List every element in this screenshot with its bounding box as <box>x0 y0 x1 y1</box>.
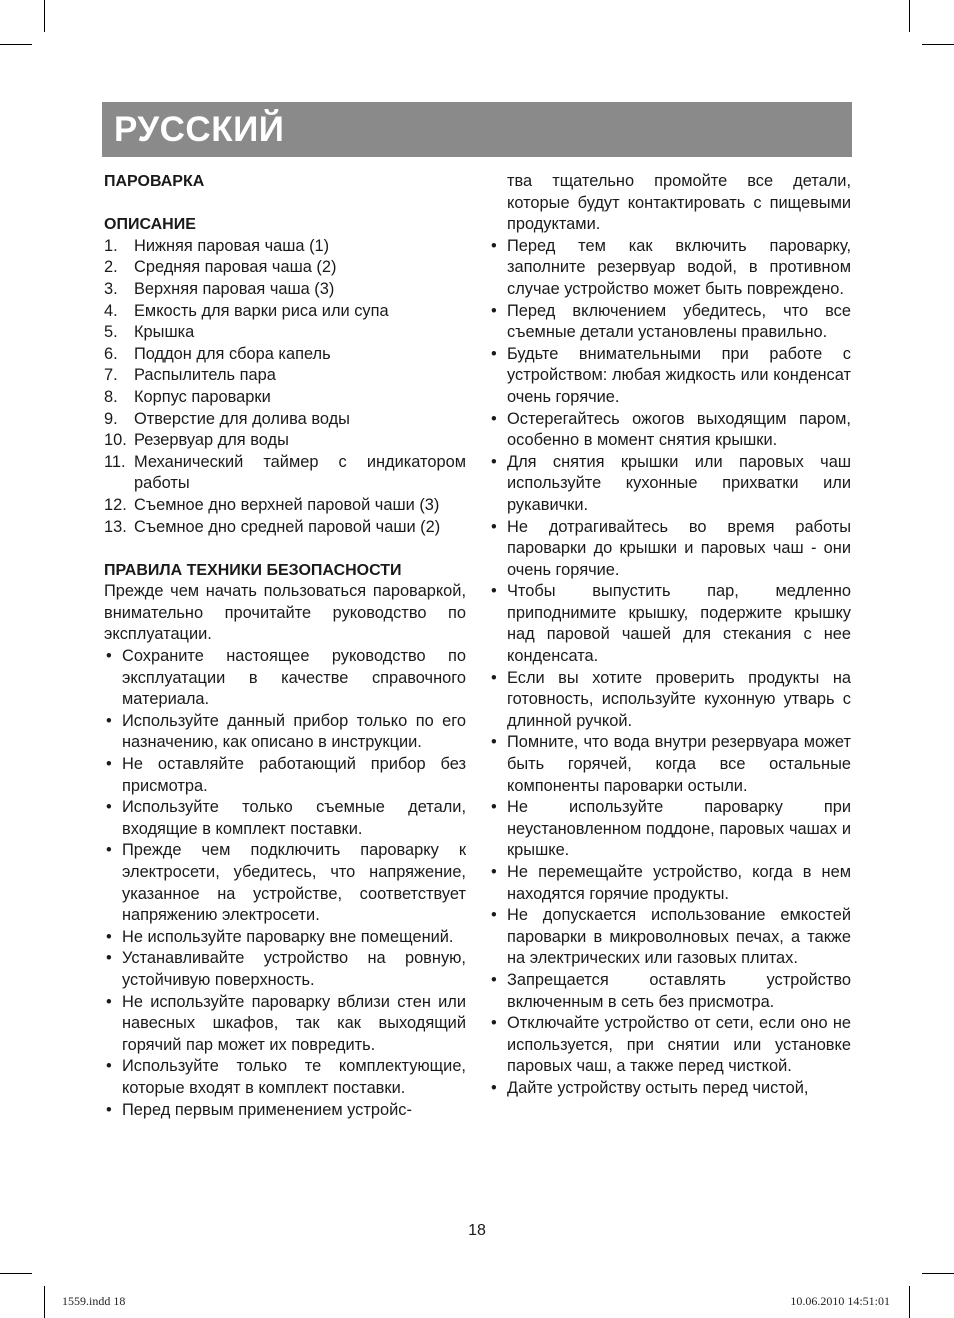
bullet-item <box>104 711 466 754</box>
bullet-text: Для снятия крышки или паровых чаш используйте кухонные прихватки или рукавички. <box>507 452 851 514</box>
crop-mark <box>909 1286 910 1318</box>
list-item <box>104 344 466 366</box>
bullet-item <box>489 862 851 905</box>
bullet-icon: • <box>491 733 497 752</box>
bullet-item <box>489 732 851 797</box>
bullet-text: Запрещается оставлять устройство включенным в сеть без присмотра. <box>507 970 851 1011</box>
bullet-item <box>104 840 466 926</box>
bullet-item <box>104 948 466 991</box>
crop-mark <box>909 0 910 32</box>
product-title: ПАРОВАРКА <box>104 173 205 190</box>
bullet-icon: • <box>106 755 112 774</box>
bullet-item <box>489 905 851 970</box>
bullet-text: Не перемещайте устройство, когда в нем находятся горячие продукты. <box>507 863 851 903</box>
bullet-item <box>489 1013 851 1078</box>
date-slug: 10.06.2010 14:51:01 <box>790 1294 890 1308</box>
list-item-number: 7. <box>104 366 118 385</box>
list-item <box>104 517 466 539</box>
list-item-number: 5. <box>104 323 118 342</box>
bullet-text: Будьте внимательными при работе с устройством: любая жидкость или конденсат очень горячие. <box>507 344 851 406</box>
bullet-text: Не допускается использование емкостей пароварки в микроволновых печах, а также на электрических или газовых плитах. <box>507 906 851 968</box>
bullet-item <box>489 344 851 409</box>
list-item <box>104 495 466 517</box>
list-item-text: Съемное дно верхней паровой чаши (3) <box>134 495 440 514</box>
bullet-icon: • <box>106 798 112 817</box>
bullet-text: Перед первым применением устройс- <box>122 1100 412 1119</box>
bullet-item <box>489 517 851 582</box>
bullet-item <box>104 992 466 1057</box>
bullet-text: Перед тем как включить пароварку, заполните резервуар водой, в противном случае устройство может быть повреждено. <box>507 236 851 298</box>
list-item-text: Механический таймер с индикатором работы <box>134 452 466 493</box>
bullet-text: Дайте устройству остыть перед чистой, <box>507 1078 809 1097</box>
bullet-icon: • <box>491 582 497 601</box>
list-item-text: Средняя паровая чаша (2) <box>134 258 337 277</box>
bullet-icon: • <box>491 452 497 471</box>
bullet-item <box>489 581 851 667</box>
list-item-text: Крышка <box>134 323 195 342</box>
bullet-item <box>104 646 466 711</box>
bullet-item <box>104 927 466 949</box>
list-item-number: 13. <box>104 517 127 536</box>
bullet-text: Не дотрагивайтесь во время работы пароварки до крышки и паровых чаш - они очень горячие. <box>507 517 851 579</box>
bullet-text: Используйте только те комплектующие, которые входят в комплект поставки. <box>122 1057 466 1097</box>
list-item-text: Распылитель пара <box>134 366 276 385</box>
bullet-icon: • <box>491 1078 497 1097</box>
description-heading: ОПИСАНИЕ <box>104 216 196 234</box>
bullet-text: Чтобы выпустить пар, медленно приподнимите крышку, подержите крышку над паровой чашей для стекания с нее конденсата. <box>507 582 851 666</box>
bullet-text: Не используйте пароварку при неустановленном поддоне, паровых чашах и крышке. <box>507 798 851 860</box>
banner-title: РУССКИЙ <box>114 110 285 149</box>
bullet-item <box>489 1078 851 1100</box>
left-column <box>104 171 466 1121</box>
list-item <box>104 322 466 344</box>
bullet-text: Используйте данный прибор только по его назначению, как описано в инструкции. <box>122 711 466 752</box>
list-item-number: 10. <box>104 431 127 450</box>
crop-mark <box>0 44 32 45</box>
bullet-icon: • <box>491 301 497 320</box>
bullet-item <box>104 1056 466 1099</box>
bullet-text: Используйте только съемные детали, входящие в комплект поставки. <box>122 798 466 838</box>
continued-text: тва тщательно промойте все детали, которые будут контактировать с пищевыми продуктами. <box>507 172 851 234</box>
list-item-number: 8. <box>104 387 118 406</box>
bullet-icon: • <box>491 236 497 255</box>
bullet-item <box>104 797 466 840</box>
bullet-text: Если вы хотите проверить продукты на готовность, используйте кухонную утварь с длинной ручкой. <box>507 668 851 730</box>
bullet-text: Не используйте пароварку вне помещений. <box>122 927 454 946</box>
list-item-number: 1. <box>104 236 118 255</box>
list-item-text: Поддон для сбора капель <box>134 344 331 363</box>
bullet-icon: • <box>491 1014 497 1033</box>
crop-mark <box>44 1286 45 1318</box>
bullet-icon: • <box>106 1100 112 1119</box>
bullet-icon: • <box>106 1057 112 1076</box>
bullet-icon: • <box>491 517 497 536</box>
list-item <box>104 409 466 431</box>
bullet-item <box>489 970 851 1013</box>
safety-list-continued <box>489 236 851 1100</box>
list-item-number: 12. <box>104 495 127 514</box>
bullet-text: Устанавливайте устройство на ровную, устойчивую поверхность. <box>122 949 466 989</box>
list-item-text: Верхняя паровая чаша (3) <box>134 279 335 298</box>
bullet-item <box>489 668 851 733</box>
bullet-icon: • <box>491 970 497 989</box>
page-number: 18 <box>468 1222 486 1239</box>
bullet-text: Не оставляйте работающий прибор без присмотра. <box>122 755 466 795</box>
language-banner <box>102 102 852 157</box>
crop-mark <box>922 1273 954 1274</box>
bullet-item <box>104 1100 466 1122</box>
bullet-text: Сохраните настоящее руководство по эксплуатации в качестве справочного материала. <box>122 647 466 709</box>
parts-list <box>104 236 466 538</box>
bullet-text: Отключайте устройство от сети, если оно не используется, при снятии или установке паровых чаш, а также перед чисткой. <box>507 1014 851 1076</box>
bullet-item <box>489 797 851 862</box>
bullet-text: Помните, что вода внутри резервуара может быть горячей, когда все остальные компоненты пароварки остыли. <box>507 733 851 795</box>
bullet-icon: • <box>491 409 497 428</box>
bullet-icon: • <box>491 798 497 817</box>
bullet-item <box>489 236 851 301</box>
list-item-text: Отверстие для долива воды <box>134 409 350 428</box>
safety-heading: ПРАВИЛА ТЕХНИКИ БЕЗОПАСНОСТИ <box>104 561 402 579</box>
bullet-icon: • <box>106 927 112 946</box>
list-item-number: 6. <box>104 344 118 363</box>
bullet-icon: • <box>106 711 112 730</box>
list-item-text: Нижняя паровая чаша (1) <box>134 236 330 255</box>
list-item-number: 3. <box>104 279 118 298</box>
list-item-number: 2. <box>104 258 118 277</box>
list-item <box>104 452 466 495</box>
bullet-text: Прежде чем подключить пароварку к электросети, убедитесь, что напряжение, указанное на устройстве, соответствует напряжению электросети. <box>122 841 466 925</box>
safety-intro: Прежде чем начать пользоваться пароваркой, внимательно прочитайте руководство по эксплуатации. <box>104 582 466 644</box>
bullet-item <box>489 301 851 344</box>
list-item-number: 11. <box>104 452 126 471</box>
bullet-item <box>489 452 851 517</box>
bullet-icon: • <box>491 906 497 925</box>
list-item <box>104 430 466 452</box>
bullet-item <box>104 754 466 797</box>
crop-mark <box>0 1273 32 1274</box>
bullet-icon: • <box>106 992 112 1011</box>
list-item <box>104 257 466 279</box>
bullet-icon: • <box>106 949 112 968</box>
bullet-text: Перед включением убедитесь, что все съемные детали установлены правильно. <box>507 301 851 342</box>
list-item-text: Корпус пароварки <box>134 387 271 406</box>
list-item <box>104 279 466 301</box>
bullet-icon: • <box>491 668 497 687</box>
list-item <box>104 236 466 258</box>
file-slug: 1559.indd 18 <box>62 1294 126 1308</box>
list-item-number: 9. <box>104 409 118 428</box>
bullet-text: Не используйте пароварку вблизи стен или навесных шкафов, так как выходящий горячий пар может их повредить. <box>122 992 466 1054</box>
bullet-text: Остерегайтесь ожогов выходящим паром, особенно в момент снятия крышки. <box>507 409 851 450</box>
bullet-icon: • <box>491 344 497 363</box>
list-item-number: 4. <box>104 301 118 320</box>
bullet-icon: • <box>491 863 497 881</box>
bullet-item <box>489 409 851 452</box>
list-item <box>104 365 466 387</box>
list-item <box>104 387 466 409</box>
list-item-text: Емкость для варки риса или супа <box>134 301 389 320</box>
crop-mark <box>44 0 45 32</box>
bullet-icon: • <box>106 647 112 666</box>
crop-mark <box>922 44 954 45</box>
list-item-text: Резервуар для воды <box>134 431 289 450</box>
bullet-icon: • <box>106 841 112 860</box>
list-item <box>104 301 466 323</box>
safety-list <box>104 646 466 1121</box>
right-column <box>489 171 851 1100</box>
list-item-text: Съемное дно средней паровой чаши (2) <box>134 517 441 536</box>
